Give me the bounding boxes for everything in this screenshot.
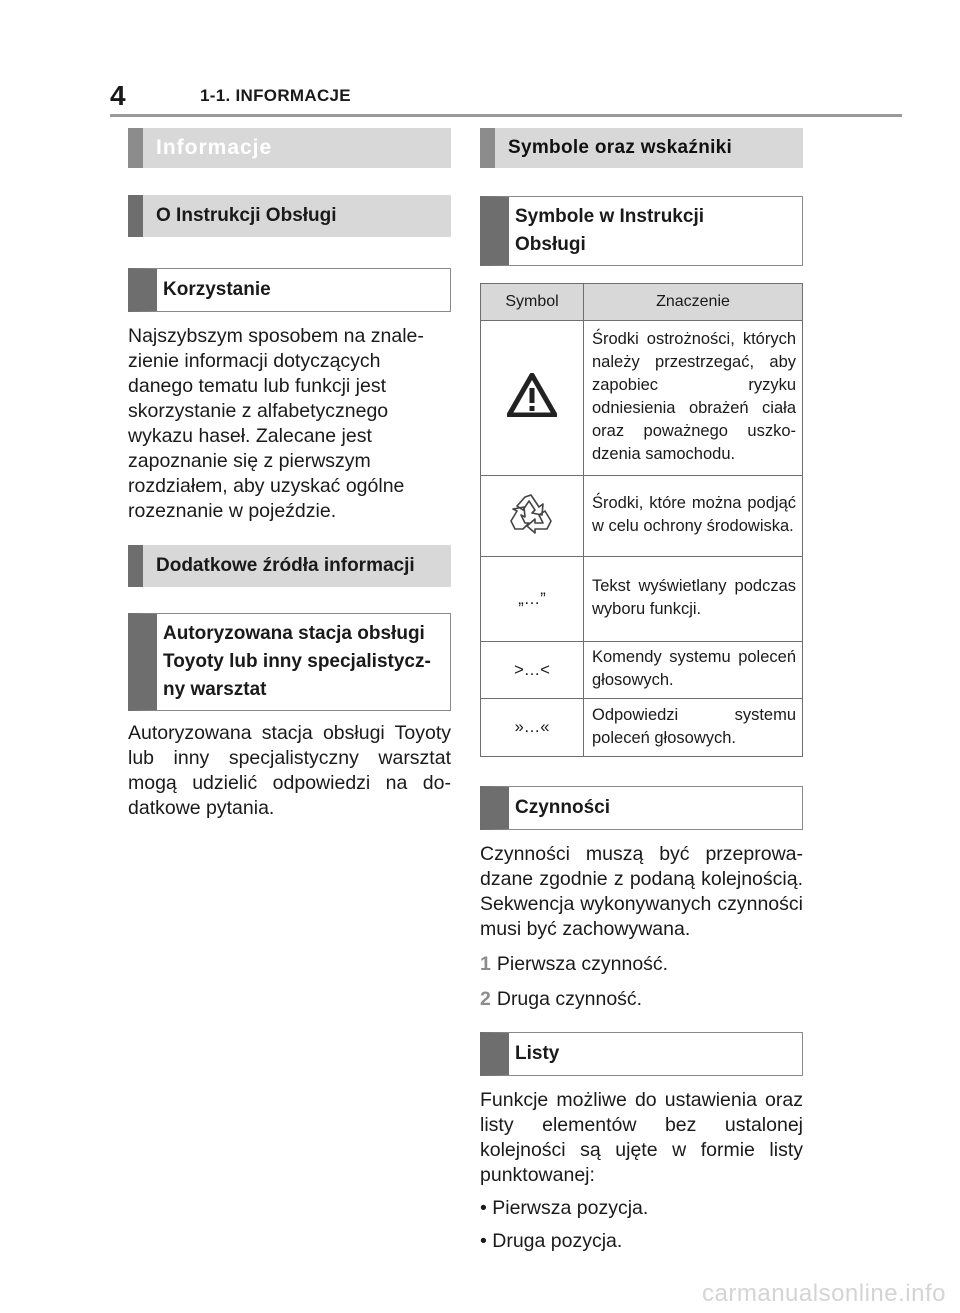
left-column [128,128,451,821]
table-row [481,642,803,699]
recycle-icon [509,491,555,535]
dodatkowe-zrodla-heading: Dodatkowe źródła informacji [128,545,451,587]
watermark: carmanualsonline.info [702,1280,946,1307]
symbols-table [480,283,803,757]
symbol-column-header: Symbol [481,284,584,321]
header-rule [110,114,902,117]
usage-paragraph: Najszybszym sposobem na znale- zienie informacji dotyczących danego tematu lub funkcji jest skorzystanie z alfabetycznego wykazu haseł. Zalecane jest zapoznanie się z pierwszym rozdziałem, aby uzyskać ogólne rozeznanie w pojeździe. [128,325,424,522]
symbole-w-instrukcji-heading: Symbole w Instrukcji Obsługi [480,196,803,266]
lists-paragraph: Funkcje możliwe do ustawienia oraz listy elementów bez ustalonej kolejności są ujęte w formie listy punktowanej: [480,1089,803,1186]
o-instrukcji-heading: O Instrukcji Obsługi [128,195,451,237]
warning-triangle-icon [507,373,557,417]
step-item: 1 Pierwsza czynność. [480,953,669,975]
step-number: 2 [480,988,491,1010]
meaning-cell: Komendy systemu poleceń głosowych. [584,642,803,699]
meaning-column-header: Znaczenie [584,284,803,321]
section-title: 1-1. INFORMACJE [200,86,351,105]
meaning-cell: Środki ostrożności, których należy przestrzegać, aby zapobiec ryzyku odniesienia obrażeń ciała oraz poważnego uszkodzenia samochodu. [584,321,803,476]
meaning-cell: Środki, które można podjąć w celu ochrony środowiska. [584,476,803,557]
dealer-paragraph: Autoryzowana stacja obsługi Toyoty lub inny specjalistyczny warsztat mogą udzielić odpowiedzi na dodatkowe pytania. [128,722,451,819]
table-row [481,476,803,557]
korzystanie-heading: Korzystanie [128,268,451,312]
table-header-row [481,284,803,321]
page-number: 4 [110,80,126,111]
listy-heading: Listy [480,1032,803,1076]
actions-paragraph: Czynności muszą być przeprowadzane zgodnie z podaną kolejnością. Sekwencja wykonywanych czynności musi być zachowywana. [480,843,803,940]
table-row [481,557,803,642]
autoryzowana-stacja-heading: Autoryzowana stacja obsługi Toyoty lub inny specjalistycz- ny warsztat [128,613,451,711]
symbole-heading: Symbole oraz wskaźniki [480,128,803,168]
page-header [110,80,902,116]
meaning-cell: Odpowiedzi systemu poleceń głosowych. [584,699,803,757]
list-item: • Druga pozycja. [480,1230,623,1252]
symbol-cell: »…« [481,699,584,757]
meaning-cell: Tekst wyświetlany podczas wyboru funkcji. [584,557,803,642]
symbol-cell: >…< [481,642,584,699]
informacje-heading: Informacje [128,128,451,168]
table-row [481,321,803,476]
right-column [480,128,803,1254]
step-number: 1 [480,953,491,975]
step-item: 2 Druga czynność. [480,988,643,1010]
table-row [481,699,803,757]
list-item: • Pierwsza pozycja. [480,1197,649,1219]
czynnosci-heading: Czynności [480,786,803,830]
symbol-cell: „…” [481,557,584,642]
